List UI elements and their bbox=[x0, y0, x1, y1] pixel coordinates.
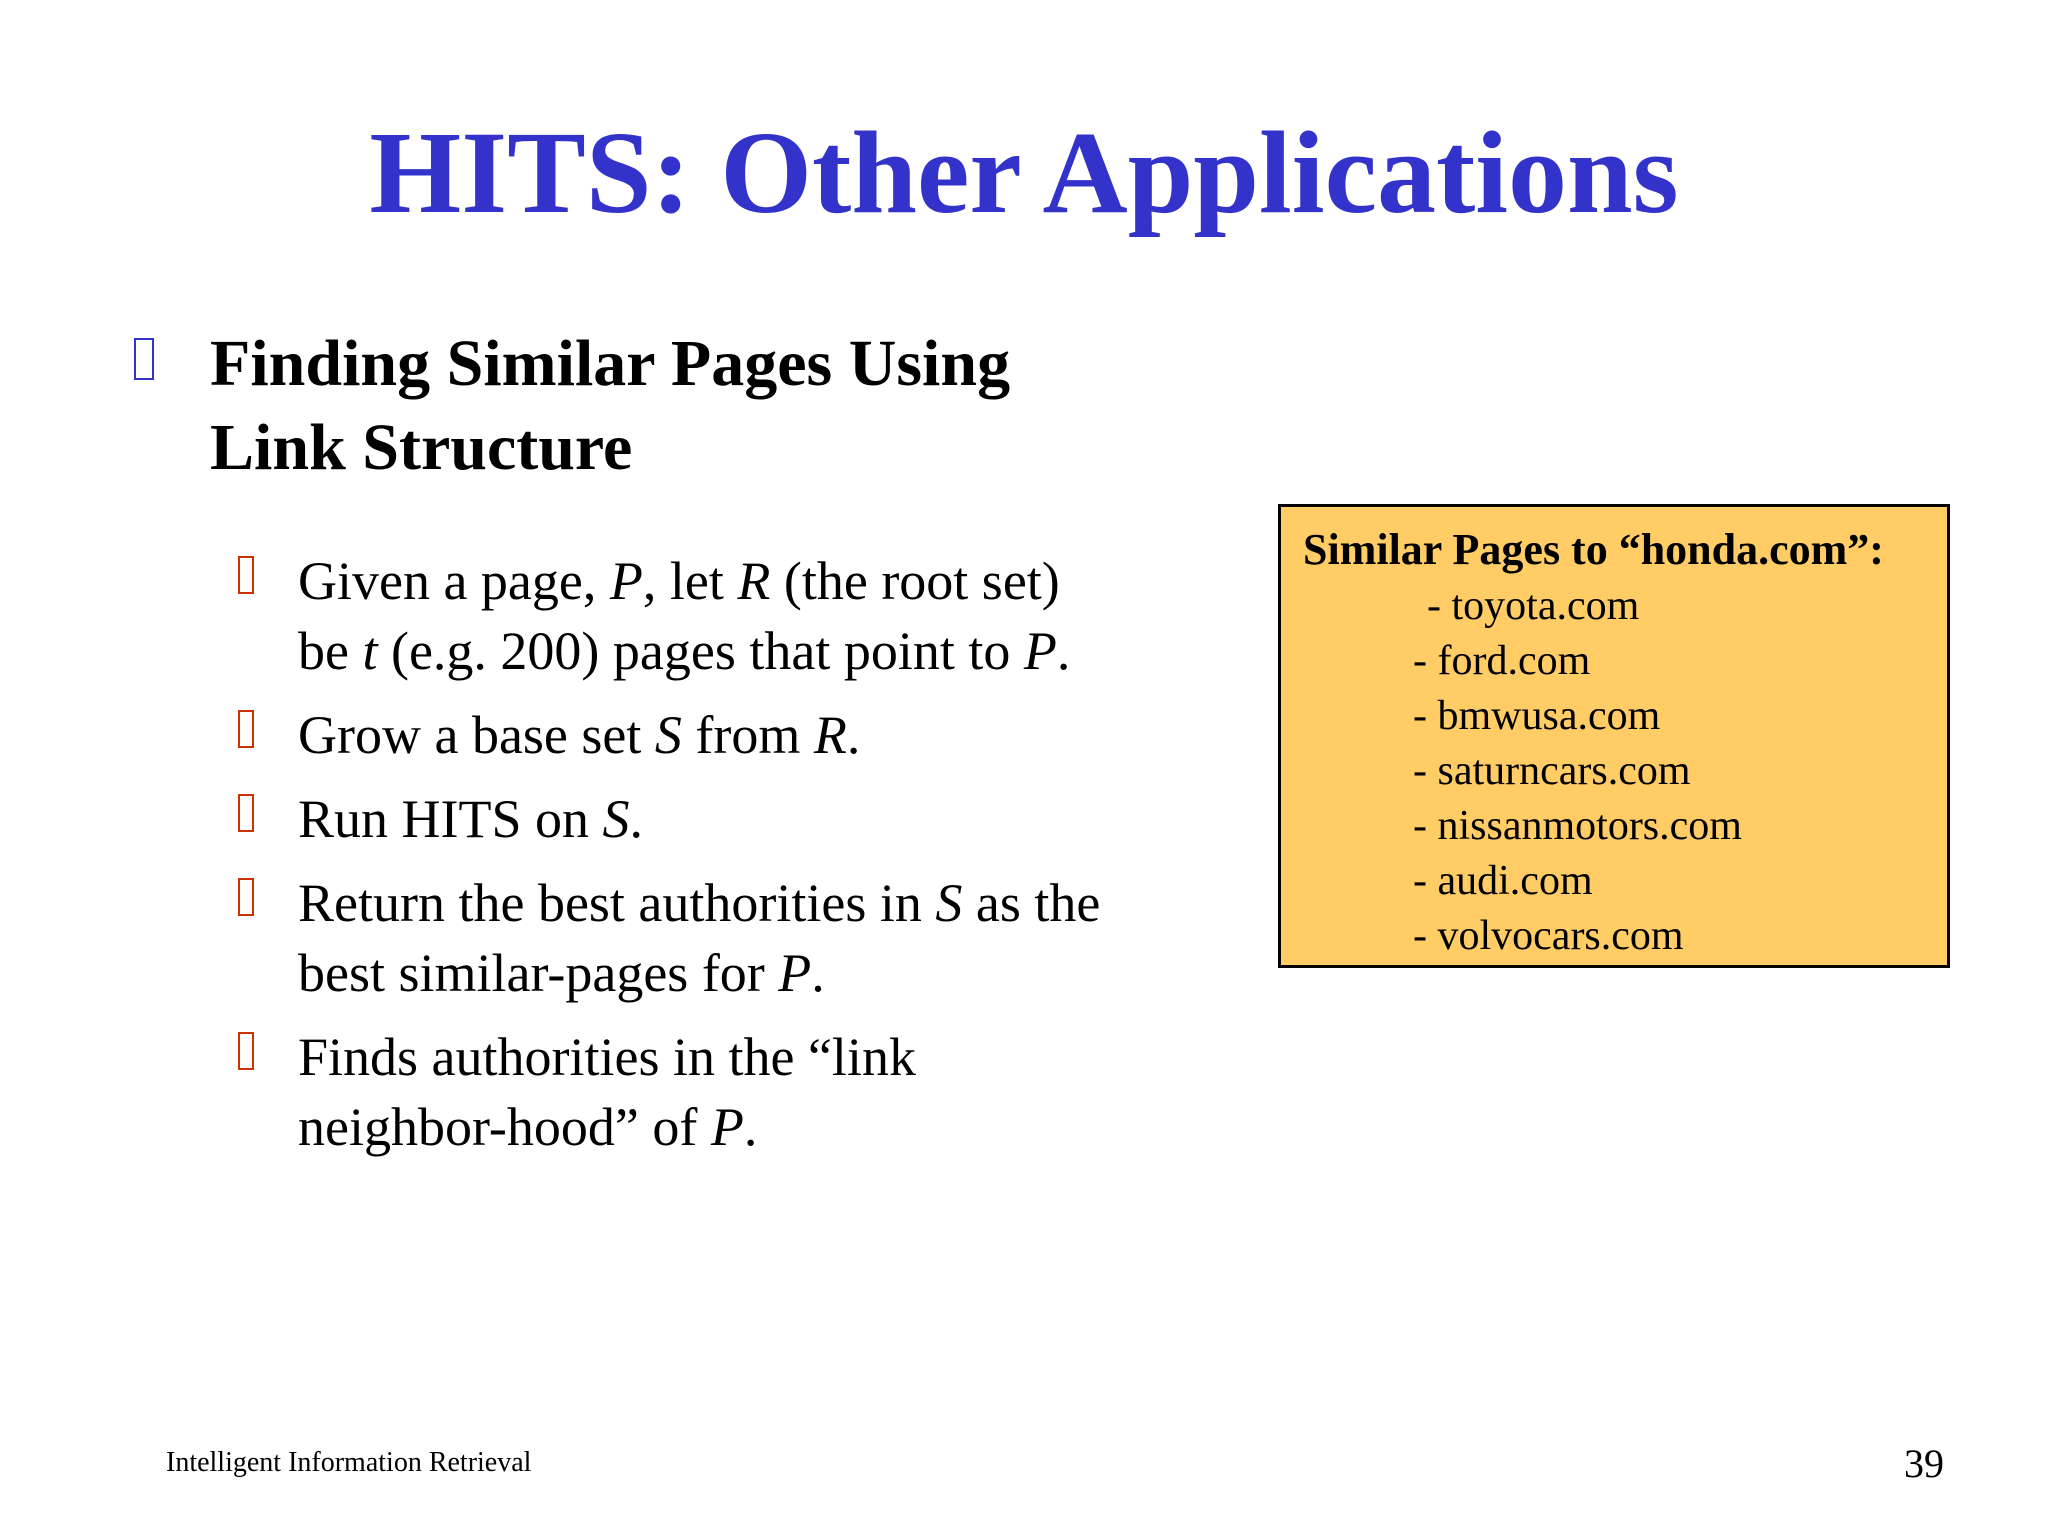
similar-page-item: - nissanmotors.com bbox=[1413, 803, 1742, 849]
main-bullet-heading bbox=[210, 322, 1130, 490]
slide-title: HITS: Other Applications bbox=[369, 107, 1679, 238]
sub-bullet-line: Return the best authorities in S as the bbox=[298, 873, 1101, 933]
similar-page-item: - saturncars.com bbox=[1413, 748, 1691, 794]
square-bullet-icon bbox=[238, 878, 254, 916]
sub-bullet-item bbox=[234, 868, 1234, 1008]
similar-pages-box bbox=[1278, 504, 1950, 968]
square-bullet-icon bbox=[134, 338, 154, 380]
similar-pages-list bbox=[1303, 579, 1947, 964]
square-bullet-icon bbox=[238, 710, 254, 748]
sub-bullet-item bbox=[234, 546, 1234, 686]
square-bullet-icon bbox=[238, 794, 254, 832]
sub-bullet-line: Finds authorities in the “link bbox=[298, 1027, 916, 1087]
similar-page-item: - ford.com bbox=[1413, 638, 1591, 684]
sub-bullet-line: Grow a base set S from R. bbox=[298, 705, 861, 765]
similar-pages-title: Similar Pages to “honda.com”: bbox=[1303, 525, 1884, 574]
sub-bullet-list bbox=[234, 546, 1234, 1176]
sub-bullet-line: Given a page, P, let R (the root set) bbox=[298, 551, 1060, 611]
similar-page-item: - bmwusa.com bbox=[1413, 693, 1661, 739]
sub-bullet-item bbox=[234, 784, 1234, 854]
similar-page-item: - volvocars.com bbox=[1413, 913, 1684, 959]
sub-bullet-item bbox=[234, 1022, 1234, 1162]
similar-page-item: - toyota.com bbox=[1427, 583, 1640, 629]
sub-bullet-line: Run HITS on S. bbox=[298, 789, 644, 849]
similar-page-item: - audi.com bbox=[1413, 858, 1593, 904]
sub-bullet-item bbox=[234, 700, 1234, 770]
square-bullet-icon bbox=[238, 556, 254, 594]
sub-bullet-line: best similar-pages for P. bbox=[298, 943, 825, 1003]
sub-bullet-line: be t (e.g. 200) pages that point to P. bbox=[298, 621, 1071, 681]
sub-bullet-line: neighbor-hood” of P. bbox=[298, 1097, 758, 1157]
square-bullet-icon bbox=[238, 1032, 254, 1070]
footer-course-title: Intelligent Information Retrieval bbox=[166, 1447, 532, 1478]
main-bullet-line-2: Link Structure bbox=[210, 411, 633, 484]
page-number: 39 bbox=[1904, 1441, 1944, 1486]
main-bullet-line-1: Finding Similar Pages Using bbox=[210, 327, 1011, 400]
